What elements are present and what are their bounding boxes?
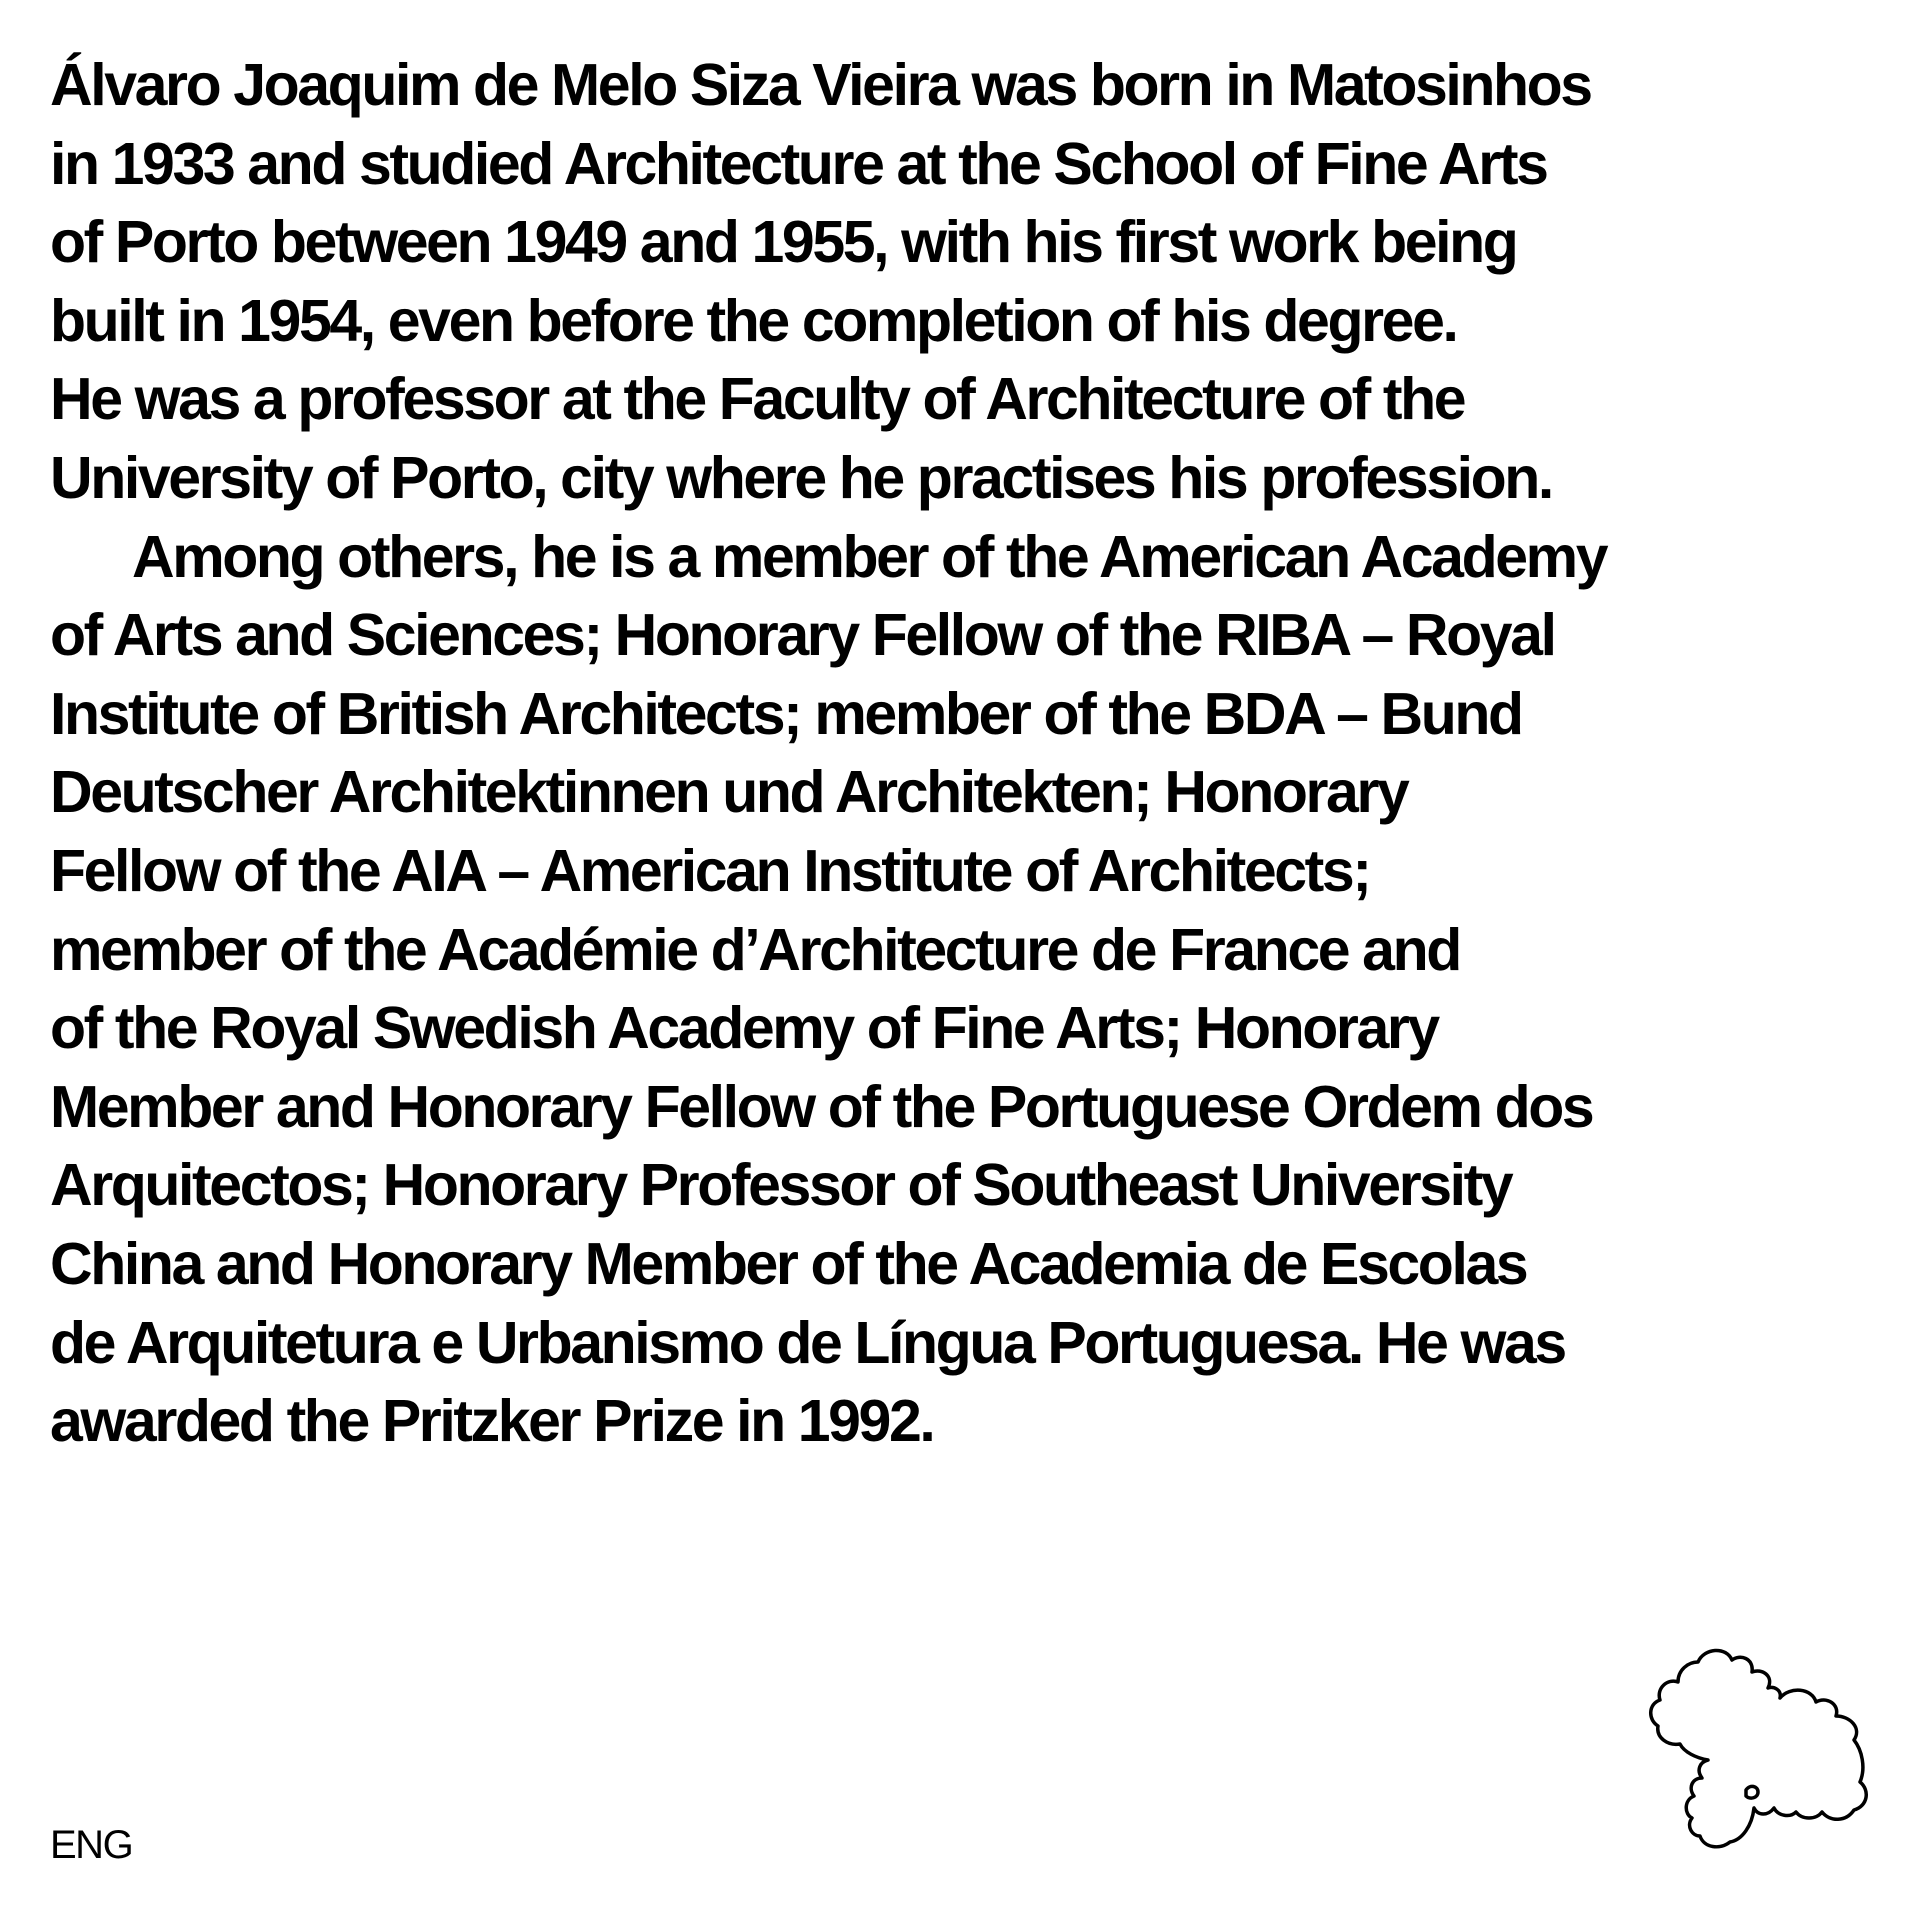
bio-line: University of Porto, city where he practises his profession.: [50, 444, 1552, 511]
cloud-outline-logo-icon: [1640, 1640, 1880, 1860]
bio-line: Álvaro Joaquim de Melo Siza Vieira was born in Matosinhos: [50, 52, 1591, 118]
bio-line: Institute of British Architects; member of the BDA – Bund: [50, 680, 1522, 747]
bio-line: built in 1954, even before the completion of his degree.: [50, 287, 1457, 354]
logo-outline: [1651, 1650, 1867, 1846]
bio-line: member of the Académie d’Architecture de France and: [50, 916, 1460, 983]
bio-line: of Porto between 1949 and 1955, with his first work being: [50, 209, 1517, 276]
bio-line: Arquitectos; Honorary Professor of Southeast University: [50, 1152, 1512, 1219]
bio-line: of Arts and Sciences; Honorary Fellow of the RIBA – Royal: [50, 602, 1555, 669]
bio-line: He was a professor at the Faculty of Architecture of the: [50, 366, 1465, 433]
biography-text: [50, 46, 1900, 1461]
bio-line: awarded the Pritzker Prize in 1992.: [50, 1388, 934, 1455]
bio-line: Fellow of the AIA – American Institute of Architects;: [50, 837, 1370, 904]
bio-line: Deutscher Architektinnen und Architekten; Honorary: [50, 759, 1408, 826]
bio-line: China and Honorary Member of the Academia de Escolas: [50, 1230, 1527, 1297]
bio-line: Among others, he is a member of the American Academy: [132, 523, 1607, 590]
bio-line: de Arquitetura e Urbanismo de Língua Portuguesa. He was: [50, 1309, 1565, 1376]
language-label: ENG: [50, 1823, 133, 1867]
bio-line: in 1933 and studied Architecture at the School of Fine Arts: [50, 130, 1547, 197]
bio-line: Member and Honorary Fellow of the Portuguese Ordem dos: [50, 1073, 1593, 1140]
logo-svg: [1640, 1640, 1880, 1860]
bio-line: of the Royal Swedish Academy of Fine Arts; Honorary: [50, 995, 1438, 1062]
